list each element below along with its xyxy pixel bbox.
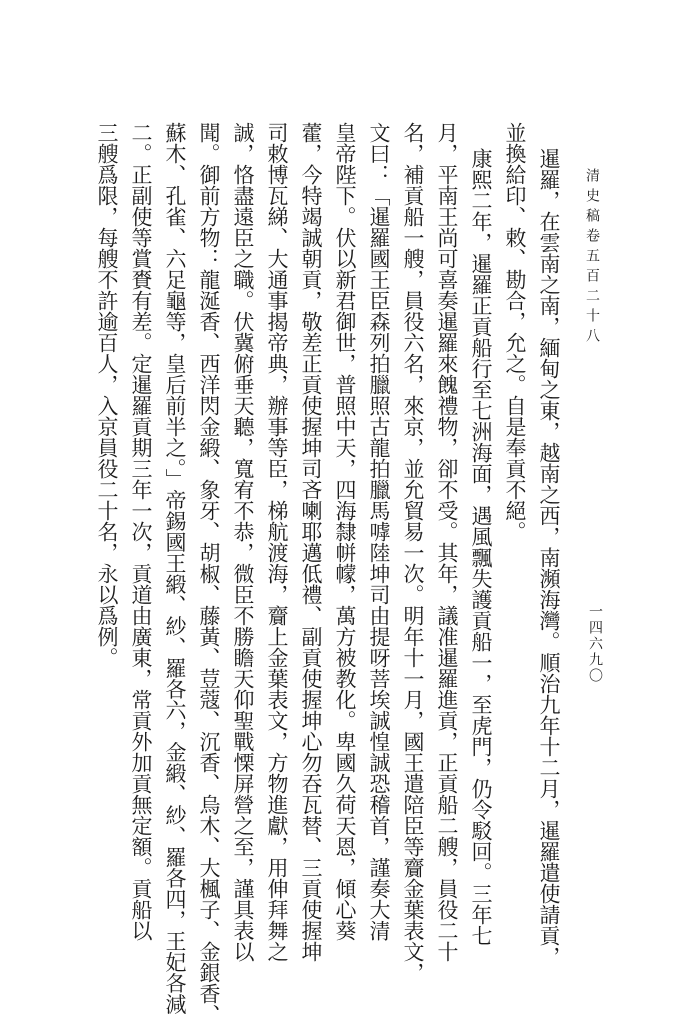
- text-line-12: 蘇木、孔雀、六足龜等，皇后前半之。」帝錫國王緞、紗、羅各六，金緞、紗、羅各四，王妃各減: [163, 122, 187, 1015]
- running-title: 清史稿卷五百二十八: [584, 168, 600, 348]
- text-line-3: 康熙二年，暹羅正貢船行至七洲海面，遇風飄失護貢船一，至虎門，仍令駁回。三年七: [469, 148, 493, 946]
- text-line-14: 三艘爲限，每艘不許逾百人，入京員役二十名，永以爲例。: [95, 122, 119, 668]
- text-line-1: 暹羅，在雲南之南，緬甸之東，越南之西，南瀕海灣。順治九年十二月，暹羅遣使請貢，: [537, 148, 561, 967]
- text-line-4: 月，平南王尚可喜奏暹羅來餽禮物，卻不受。其年，議准暹羅進貢，正貢船二艘，員役二十: [435, 122, 459, 962]
- text-line-9: 司敕博瓦綈、大通事揭帝典，辦事等臣，梯航渡海，齎上金葉表文，方物進獻，用伸拜舞之: [265, 122, 289, 962]
- page-number: 一四六九〇: [587, 604, 603, 684]
- text-line-11: 聞。御前方物：龍涎香、西洋閃金緞、象牙、胡椒、藤黃、荳蔻、沉香、烏木、大楓子、金銀香、: [197, 122, 221, 1025]
- text-line-10: 誠，恪盡遠臣之職。伏冀俯垂天聽，寬宥不恭，微臣不勝瞻天仰聖戰慄屏營之至，謹具表以: [231, 122, 255, 962]
- text-line-8: 藿，今特竭誠朝貢，敬差正貢使握坤司吝喇耶邁低禮、副貢使握坤心勿吞瓦替、三貢使握坤: [299, 122, 323, 962]
- text-line-7: 皇帝陛下。伏以新君御世，普照中天，四海隸帡幪，萬方被教化。卑國久荷天恩，傾心葵: [333, 122, 357, 941]
- text-line-6: 文曰：「暹羅國王臣森列拍臘照古龍拍臘馬嘑陸坤司由提呀菩埃誠惶誠恐稽首，謹奏大清: [367, 122, 391, 941]
- text-line-5: 名，補貢船一艘，員役六名，來京，並允貿易一次。明年十一月，國王遣陪臣等齎金葉表文，: [401, 122, 425, 983]
- text-line-2: 並換給印、敕、勘合，允之。自是奉貢不絕。: [503, 122, 527, 542]
- text-line-13: 二。正副使等賞賚有差。定暹羅貢期三年一次，貢道由廣東，常貢外加貢無定額。貢船以: [129, 122, 153, 941]
